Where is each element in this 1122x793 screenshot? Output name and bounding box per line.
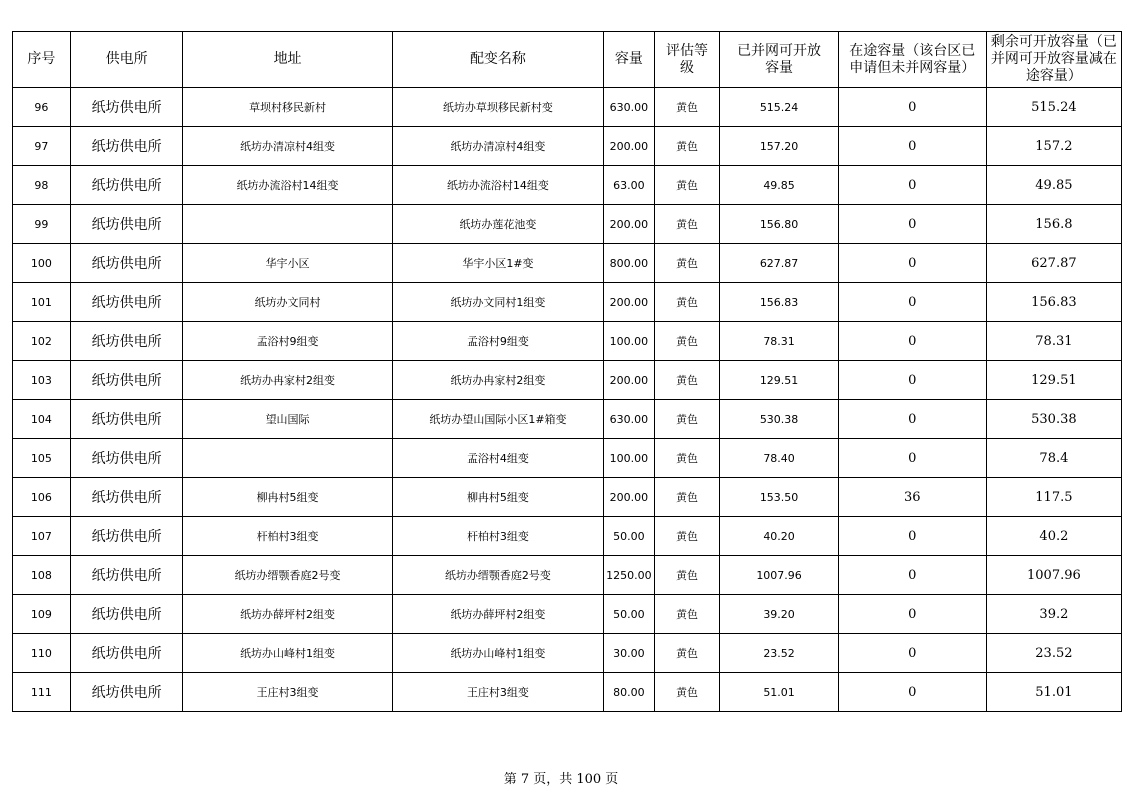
cell-connected: 153.50 <box>720 478 838 517</box>
cell-address: 纸坊办冉家村2组变 <box>183 361 392 400</box>
cell-no: 103 <box>13 361 71 400</box>
cell-connected: 49.85 <box>720 166 838 205</box>
cell-grade: 黄色 <box>654 439 720 478</box>
cell-capacity: 30.00 <box>604 634 655 673</box>
cell-capacity: 200.00 <box>604 127 655 166</box>
cell-grade: 黄色 <box>654 88 720 127</box>
page-number: 第 7 页，共 100 页 <box>503 772 619 787</box>
cell-address: 纸坊办清凉村4组变 <box>183 127 392 166</box>
cell-pending: 0 <box>838 244 986 283</box>
cell-station: 纸坊供电所 <box>70 673 183 712</box>
cell-connected: 157.20 <box>720 127 838 166</box>
cell-no: 111 <box>13 673 71 712</box>
cell-remaining: 129.51 <box>986 361 1121 400</box>
header-station: 供电所 <box>70 32 183 88</box>
cell-connected: 1007.96 <box>720 556 838 595</box>
table-row <box>13 88 1122 127</box>
cell-address: 望山国际 <box>183 400 392 439</box>
cell-address: 纸坊办缙颚香庭2号变 <box>183 556 392 595</box>
cell-connected: 39.20 <box>720 595 838 634</box>
table-row <box>13 595 1122 634</box>
cell-remaining: 515.24 <box>986 88 1121 127</box>
cell-grade: 黄色 <box>654 205 720 244</box>
cell-pending: 0 <box>838 400 986 439</box>
cell-transformer: 纸坊办文同村1组变 <box>392 283 603 322</box>
cell-station: 纸坊供电所 <box>70 127 183 166</box>
cell-pending: 0 <box>838 517 986 556</box>
cell-no: 99 <box>13 205 71 244</box>
cell-no: 104 <box>13 400 71 439</box>
cell-transformer: 柳冉村5组变 <box>392 478 603 517</box>
cell-capacity: 80.00 <box>604 673 655 712</box>
cell-pending: 0 <box>838 439 986 478</box>
cell-grade: 黄色 <box>654 673 720 712</box>
cell-transformer: 纸坊办缙颚香庭2号变 <box>392 556 603 595</box>
table-row <box>13 283 1122 322</box>
cell-transformer: 纸坊办冉家村2组变 <box>392 361 603 400</box>
cell-station: 纸坊供电所 <box>70 439 183 478</box>
cell-no: 96 <box>13 88 71 127</box>
cell-no: 106 <box>13 478 71 517</box>
cell-station: 纸坊供电所 <box>70 205 183 244</box>
cell-connected: 530.38 <box>720 400 838 439</box>
cell-grade: 黄色 <box>654 556 720 595</box>
cell-address: 杆柏村3组变 <box>183 517 392 556</box>
cell-address: 柳冉村5组变 <box>183 478 392 517</box>
header-row <box>13 32 1122 88</box>
cell-transformer: 孟浴村4组变 <box>392 439 603 478</box>
header-no: 序号 <box>13 32 71 88</box>
cell-connected: 129.51 <box>720 361 838 400</box>
cell-connected: 23.52 <box>720 634 838 673</box>
cell-pending: 0 <box>838 127 986 166</box>
cell-capacity: 630.00 <box>604 400 655 439</box>
table-row <box>13 478 1122 517</box>
header-address: 地址 <box>183 32 392 88</box>
cell-transformer: 纸坊办草坝移民新村变 <box>392 88 603 127</box>
cell-pending: 0 <box>838 634 986 673</box>
cell-grade: 黄色 <box>654 400 720 439</box>
cell-remaining: 39.2 <box>986 595 1121 634</box>
cell-capacity: 63.00 <box>604 166 655 205</box>
cell-station: 纸坊供电所 <box>70 283 183 322</box>
cell-no: 109 <box>13 595 71 634</box>
cell-grade: 黄色 <box>654 634 720 673</box>
table-row <box>13 439 1122 478</box>
table-row <box>13 127 1122 166</box>
cell-remaining: 1007.96 <box>986 556 1121 595</box>
header-capacity: 容量 <box>604 32 655 88</box>
cell-no: 110 <box>13 634 71 673</box>
cell-capacity: 200.00 <box>604 205 655 244</box>
cell-grade: 黄色 <box>654 361 720 400</box>
cell-address: 王庄村3组变 <box>183 673 392 712</box>
header-transformer: 配变名称 <box>392 32 603 88</box>
cell-remaining: 51.01 <box>986 673 1121 712</box>
cell-station: 纸坊供电所 <box>70 478 183 517</box>
cell-remaining: 627.87 <box>986 244 1121 283</box>
cell-transformer: 华宇小区1#变 <box>392 244 603 283</box>
table-row <box>13 322 1122 361</box>
cell-no: 101 <box>13 283 71 322</box>
header-grade: 评估等级 <box>654 32 720 88</box>
cell-address: 华宇小区 <box>183 244 392 283</box>
cell-grade: 黄色 <box>654 595 720 634</box>
cell-connected: 156.80 <box>720 205 838 244</box>
table-row <box>13 400 1122 439</box>
cell-grade: 黄色 <box>654 322 720 361</box>
cell-capacity: 1250.00 <box>604 556 655 595</box>
cell-station: 纸坊供电所 <box>70 400 183 439</box>
cell-connected: 78.40 <box>720 439 838 478</box>
table-row <box>13 556 1122 595</box>
cell-grade: 黄色 <box>654 244 720 283</box>
cell-address: 纸坊办文同村 <box>183 283 392 322</box>
table-row <box>13 205 1122 244</box>
cell-grade: 黄色 <box>654 478 720 517</box>
cell-grade: 黄色 <box>654 283 720 322</box>
cell-address: 纸坊办薛坪村2组变 <box>183 595 392 634</box>
cell-no: 102 <box>13 322 71 361</box>
cell-pending: 0 <box>838 283 986 322</box>
cell-capacity: 800.00 <box>604 244 655 283</box>
cell-transformer: 孟浴村9组变 <box>392 322 603 361</box>
cell-no: 107 <box>13 517 71 556</box>
cell-connected: 40.20 <box>720 517 838 556</box>
table-row <box>13 673 1122 712</box>
cell-station: 纸坊供电所 <box>70 361 183 400</box>
cell-connected: 51.01 <box>720 673 838 712</box>
cell-pending: 36 <box>838 478 986 517</box>
cell-address <box>183 439 392 478</box>
cell-remaining: 23.52 <box>986 634 1121 673</box>
cell-pending: 0 <box>838 361 986 400</box>
cell-connected: 78.31 <box>720 322 838 361</box>
cell-pending: 0 <box>838 595 986 634</box>
cell-address: 草坝村移民新村 <box>183 88 392 127</box>
table-row <box>13 517 1122 556</box>
cell-pending: 0 <box>838 322 986 361</box>
header-connected: 已并网可开放容量 <box>720 32 838 88</box>
cell-station: 纸坊供电所 <box>70 244 183 283</box>
cell-connected: 515.24 <box>720 88 838 127</box>
header-remaining: 剩余可开放容量（已并网可开放容量减在途容量） <box>986 32 1121 88</box>
cell-capacity: 100.00 <box>604 439 655 478</box>
table-body <box>13 88 1122 712</box>
cell-capacity: 630.00 <box>604 88 655 127</box>
cell-transformer: 纸坊办山峰村1组变 <box>392 634 603 673</box>
cell-remaining: 530.38 <box>986 400 1121 439</box>
cell-station: 纸坊供电所 <box>70 517 183 556</box>
cell-transformer: 纸坊办莲花池变 <box>392 205 603 244</box>
cell-no: 105 <box>13 439 71 478</box>
cell-address <box>183 205 392 244</box>
cell-pending: 0 <box>838 673 986 712</box>
table-row <box>13 634 1122 673</box>
cell-capacity: 50.00 <box>604 517 655 556</box>
cell-station: 纸坊供电所 <box>70 88 183 127</box>
cell-address: 纸坊办流浴村14组变 <box>183 166 392 205</box>
cell-remaining: 78.4 <box>986 439 1121 478</box>
cell-capacity: 200.00 <box>604 478 655 517</box>
cell-station: 纸坊供电所 <box>70 634 183 673</box>
cell-remaining: 40.2 <box>986 517 1121 556</box>
cell-capacity: 200.00 <box>604 283 655 322</box>
cell-station: 纸坊供电所 <box>70 556 183 595</box>
cell-no: 98 <box>13 166 71 205</box>
cell-no: 108 <box>13 556 71 595</box>
cell-transformer: 纸坊办望山国际小区1#箱变 <box>392 400 603 439</box>
cell-remaining: 78.31 <box>986 322 1121 361</box>
cell-transformer: 纸坊办流浴村14组变 <box>392 166 603 205</box>
table-row <box>13 361 1122 400</box>
cell-transformer: 纸坊办清凉村4组变 <box>392 127 603 166</box>
cell-grade: 黄色 <box>654 127 720 166</box>
cell-connected: 156.83 <box>720 283 838 322</box>
cell-remaining: 156.83 <box>986 283 1121 322</box>
cell-transformer: 纸坊办薛坪村2组变 <box>392 595 603 634</box>
cell-capacity: 50.00 <box>604 595 655 634</box>
cell-transformer: 王庄村3组变 <box>392 673 603 712</box>
cell-connected: 627.87 <box>720 244 838 283</box>
header-pending: 在途容量（该台区已申请但未并网容量） <box>838 32 986 88</box>
cell-remaining: 49.85 <box>986 166 1121 205</box>
cell-pending: 0 <box>838 88 986 127</box>
cell-station: 纸坊供电所 <box>70 322 183 361</box>
cell-remaining: 117.5 <box>986 478 1121 517</box>
cell-remaining: 157.2 <box>986 127 1121 166</box>
cell-remaining: 156.8 <box>986 205 1121 244</box>
cell-transformer: 杆柏村3组变 <box>392 517 603 556</box>
cell-grade: 黄色 <box>654 166 720 205</box>
cell-no: 97 <box>13 127 71 166</box>
cell-station: 纸坊供电所 <box>70 166 183 205</box>
cell-address: 纸坊办山峰村1组变 <box>183 634 392 673</box>
table-row <box>13 244 1122 283</box>
cell-pending: 0 <box>838 556 986 595</box>
cell-capacity: 100.00 <box>604 322 655 361</box>
capacity-table <box>12 31 1122 712</box>
cell-station: 纸坊供电所 <box>70 595 183 634</box>
cell-grade: 黄色 <box>654 517 720 556</box>
cell-pending: 0 <box>838 166 986 205</box>
cell-address: 孟浴村9组变 <box>183 322 392 361</box>
cell-no: 100 <box>13 244 71 283</box>
cell-capacity: 200.00 <box>604 361 655 400</box>
table-row <box>13 166 1122 205</box>
cell-pending: 0 <box>838 205 986 244</box>
